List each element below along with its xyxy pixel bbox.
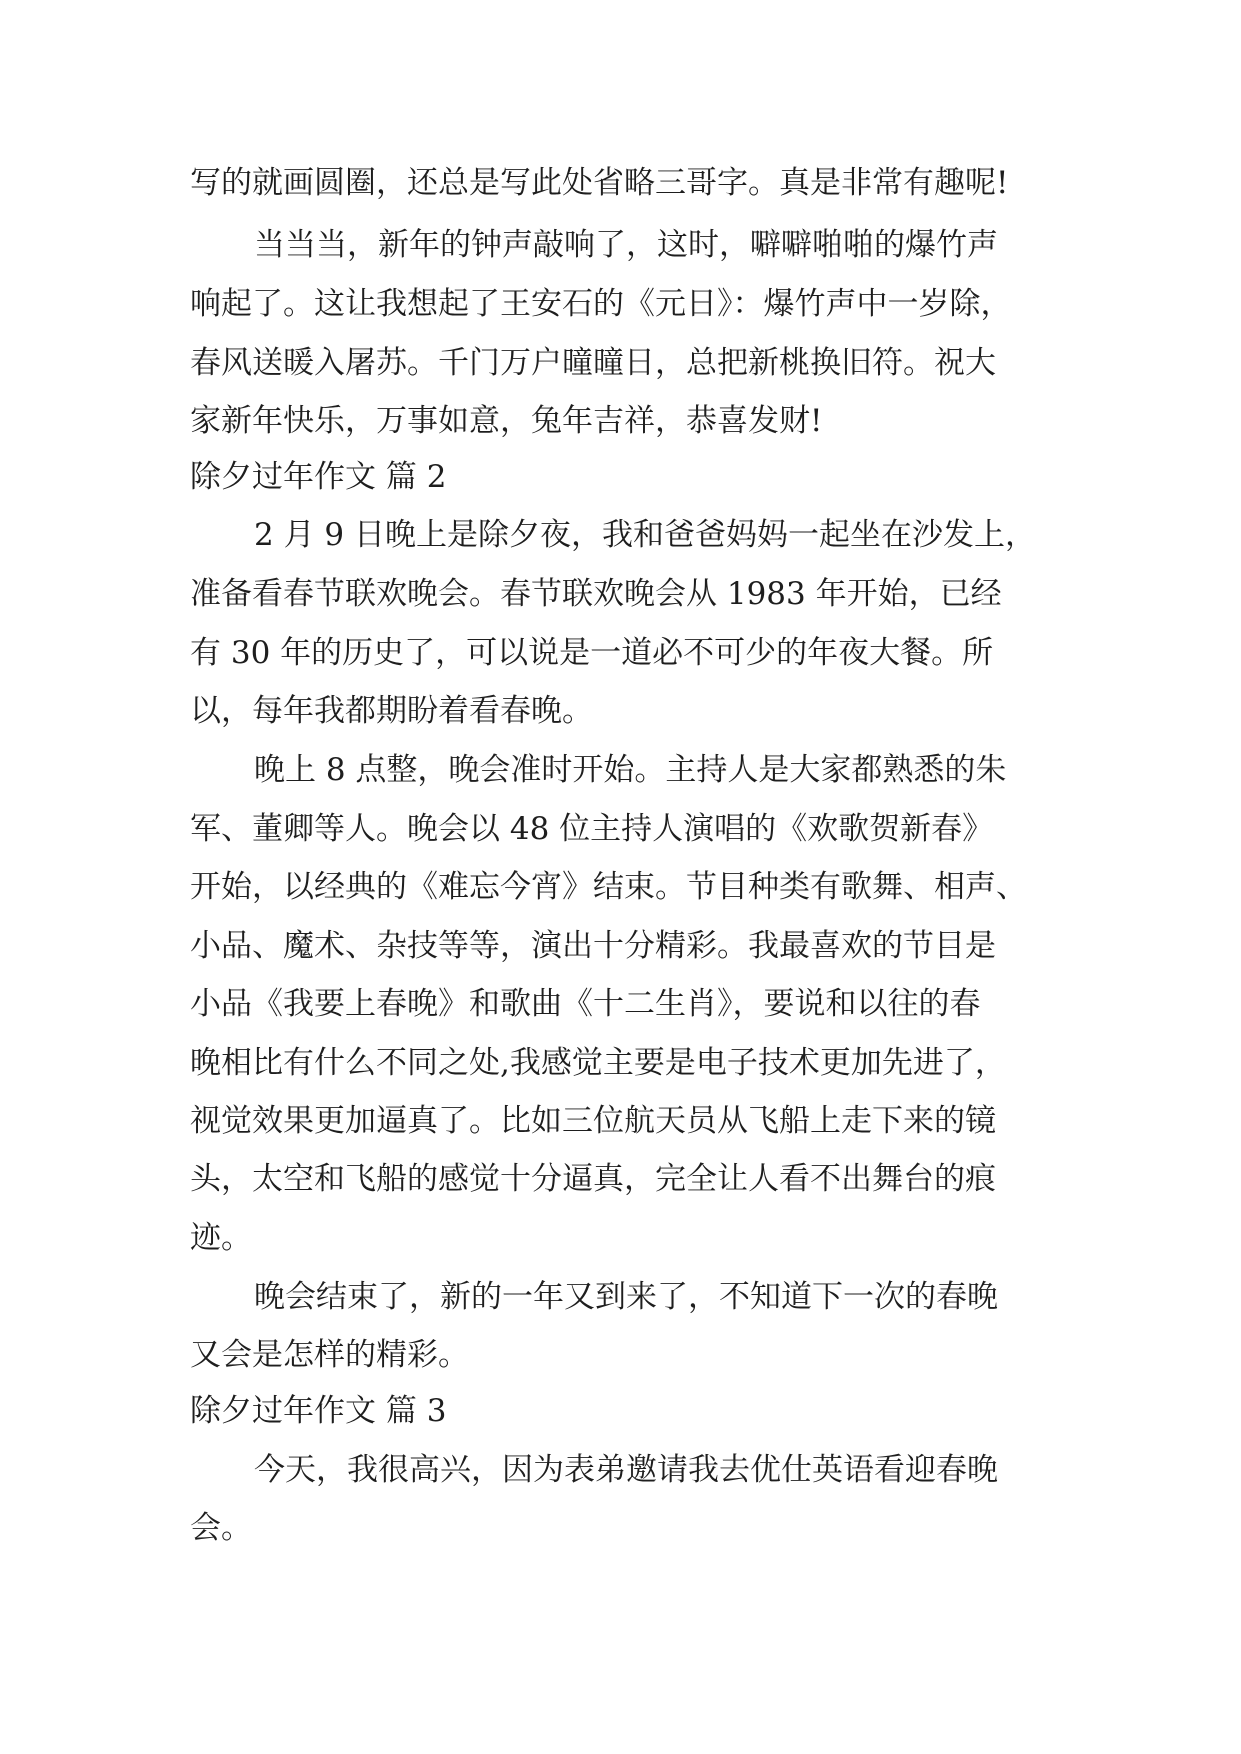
paragraph-line: 又会是怎样的精彩。 (190, 1337, 469, 1373)
paragraph-line: 小品、魔术、杂技等等，演出十分精彩。我最喜欢的节目是 (190, 928, 996, 964)
paragraph-line: 晚相比有什么不同之处,我感觉主要是电子技术更加先进了， (190, 1045, 1006, 1081)
paragraph-line: 当当当，新年的钟声敲响了，这时，噼噼啪啪的爆竹声 (254, 227, 998, 263)
paragraph-line: 准备看春节联欢晚会。春节联欢晚会从 1983 年开始，已经 (190, 576, 1002, 612)
section-heading-2: 除夕过年作文 篇 2 (190, 459, 447, 495)
paragraph-line: 晚会结束了，新的一年又到来了，不知道下一次的春晚 (254, 1279, 998, 1315)
paragraph-line: 开始，以经典的《难忘今宵》结束。节目种类有歌舞、相声、 (190, 869, 1027, 905)
paragraph-line: 春风送暖入屠苏。千门万户曈曈日，总把新桃换旧符。祝大 (190, 345, 996, 381)
paragraph-line: 头，太空和飞船的感觉十分逼真，完全让人看不出舞台的痕 (190, 1161, 996, 1197)
paragraph-line: 有 30 年的历史了，可以说是一道必不可少的年夜大餐。所 (190, 635, 994, 671)
paragraph-line: 响起了。这让我想起了王安石的《元日》：爆竹声中一岁除， (190, 286, 1012, 322)
paragraph-line: 视觉效果更加逼真了。比如三位航天员从飞船上走下来的镜 (190, 1103, 996, 1139)
paragraph-line: 2 月 9 日晚上是除夕夜，我和爸爸妈妈一起坐在沙发上， (254, 517, 1037, 553)
paragraph-line: 小品《我要上春晚》和歌曲《十二生肖》，要说和以往的春 (190, 986, 981, 1022)
paragraph-line: 迹。 (190, 1220, 252, 1256)
section-heading-3: 除夕过年作文 篇 3 (190, 1393, 447, 1429)
paragraph-line: 今天，我很高兴，因为表弟邀请我去优仕英语看迎春晚 (254, 1452, 998, 1488)
paragraph-line: 会。 (190, 1510, 252, 1546)
paragraph-line: 晚上 8 点整，晚会准时开始。主持人是大家都熟悉的朱 (254, 752, 1007, 788)
paragraph-line: 写的就画圆圈，还总是写此处省略三哥字。真是非常有趣呢! (190, 165, 1009, 201)
paragraph-line: 家新年快乐，万事如意，兔年吉祥，恭喜发财! (190, 403, 823, 439)
paragraph-line: 军、董卿等人。晚会以 48 位主持人演唱的《欢歌贺新春》 (190, 811, 994, 847)
paragraph-line: 以，每年我都期盼着看春晚。 (190, 693, 593, 729)
